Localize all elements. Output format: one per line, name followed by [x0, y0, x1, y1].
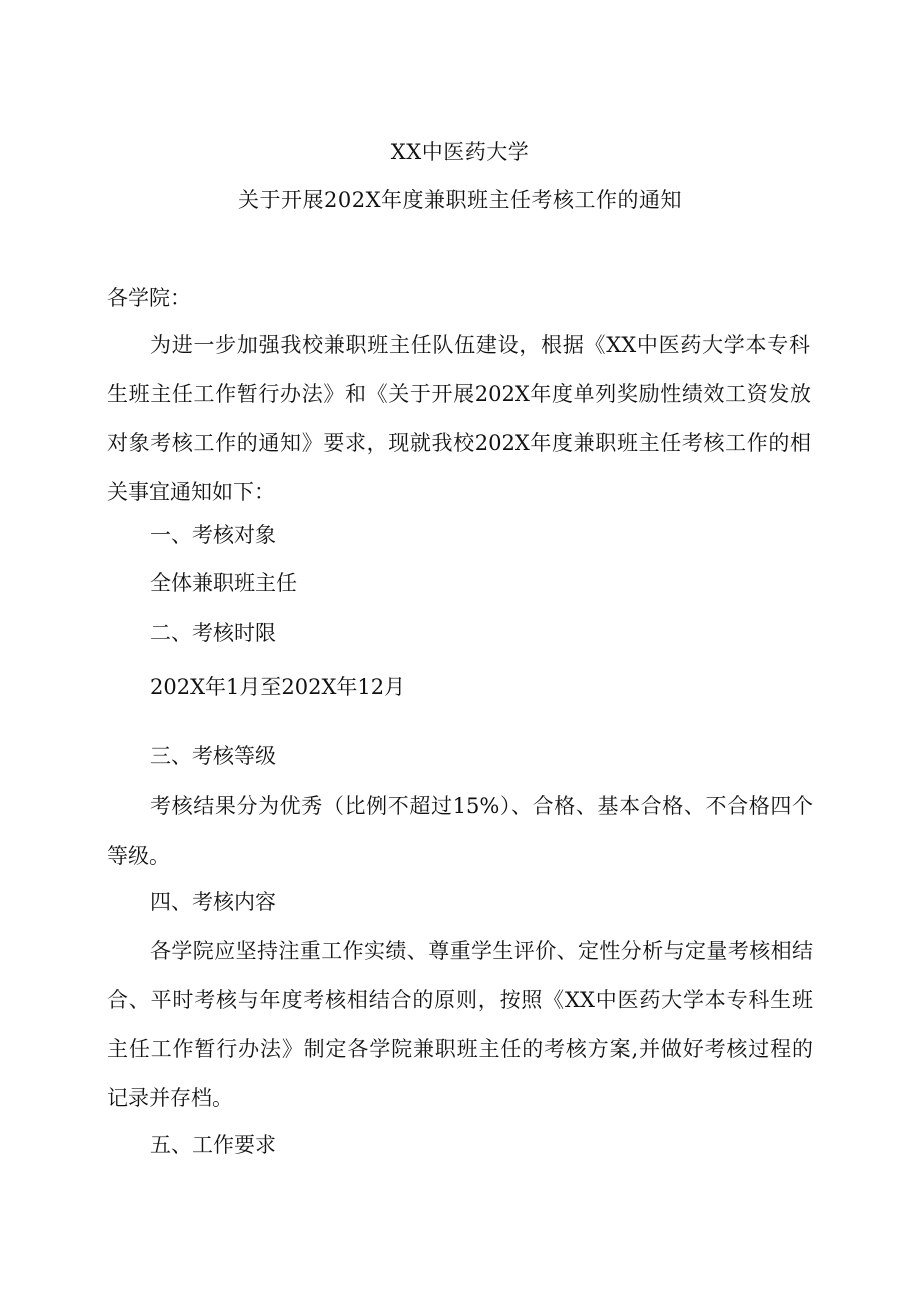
document-title-notice: 关于开展202X年度兼职班主任考核工作的通知	[237, 188, 683, 212]
intro-paragraph-line: 对象考核工作的通知》要求，现就我校202X年度兼职班主任考核工作的相	[107, 431, 811, 455]
section-body-line: 202X年1月至202X年12月	[150, 675, 406, 699]
section-body-line: 考核结果分为优秀（比例不超过15%）、合格、基本合格、不合格四个	[150, 794, 813, 818]
salutation: 各学院：	[107, 286, 191, 310]
intro-paragraph-line: 生班主任工作暂行办法》和《关于开展202X年度单列奖励性绩效工资发放	[107, 382, 811, 406]
section-heading-work-requirements: 五、工作要求	[150, 1133, 276, 1157]
section-heading-assessment-period: 二、考核时限	[150, 621, 276, 645]
section-heading-assessment-grades: 三、考核等级	[150, 744, 276, 768]
document-title-university: XX中医药大学	[390, 140, 530, 164]
section-body-line: 合、平时考核与年度考核相结合的原则，按照《XX中医药大学本专科生班	[107, 988, 813, 1012]
intro-paragraph-line: 关事宜通知如下：	[107, 480, 275, 504]
section-body-line: 各学院应坚持注重工作实绩、尊重学生评价、定性分析与定量考核相结	[150, 939, 813, 963]
intro-paragraph-line: 为进一步加强我校兼职班主任队伍建设，根据《XX中医药大学本专科	[150, 333, 810, 357]
section-body-line: 记录并存档。	[107, 1086, 233, 1110]
section-heading-assessment-target: 一、考核对象	[150, 523, 276, 547]
section-body-line: 全体兼职班主任	[150, 571, 297, 595]
section-body-line: 等级。	[107, 844, 170, 868]
section-heading-assessment-content: 四、考核内容	[150, 890, 276, 914]
section-body-line: 主任工作暂行办法》制定各学院兼职班主任的考核方案,并做好考核过程的	[107, 1037, 813, 1061]
